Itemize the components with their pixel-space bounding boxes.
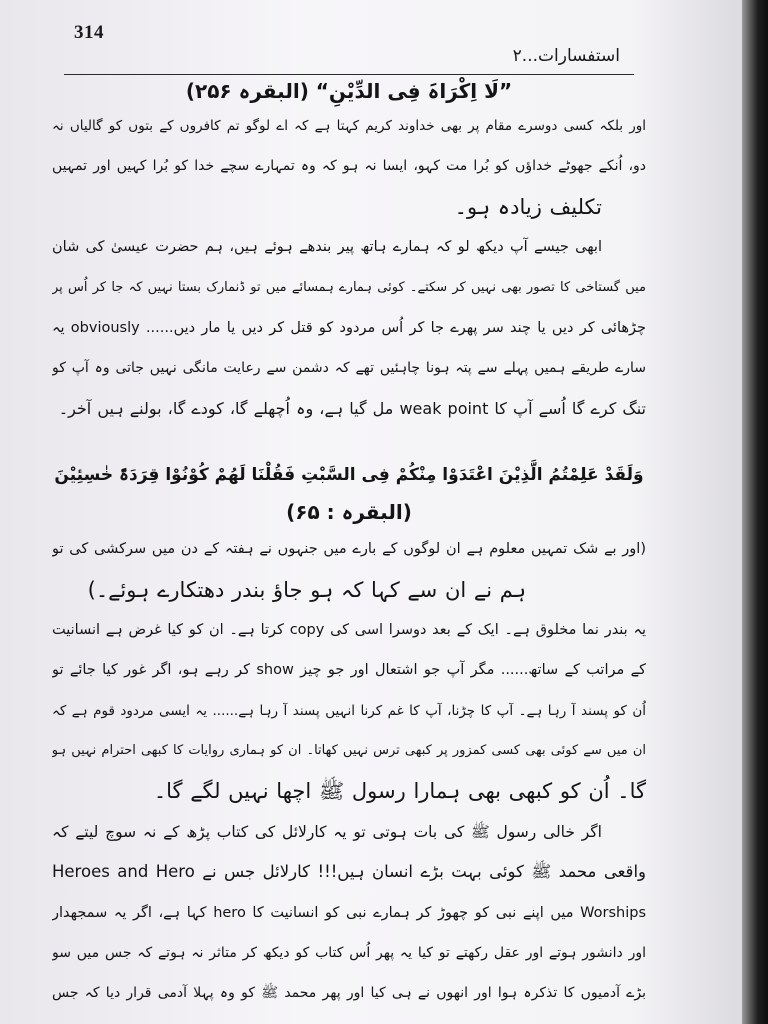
text-line: چڑھائی کر دیں یا چند سر پھرے جا کر اُس مردود کو قتل کر دیں یا مار دیں...... obviously یہ (52, 319, 646, 336)
page-number: 314 (74, 22, 104, 43)
text-line: دو، اُنکے جھوٹے خداؤں کو بُرا مت کہو، ایسا نہ ہو کہ وہ تمہارے سچے خدا کو بُرا کہیں اور تمہیں (52, 158, 646, 175)
text-line: ہم نے ان سے کہا کہ ہو جاؤ بندر دھتکارے ہوئے۔) (87, 577, 526, 602)
text-line: تکلیف زیادہ ہو۔ (454, 194, 602, 219)
verse-reference: (البقرہ : ۶۵) (286, 500, 412, 525)
text-line: ان میں سے کوئی بھی کسی کمزور پر کبھی ترس نہیں کھاتا۔ ان کو ہماری روایات کا کبھی احترام نہیں ہو (52, 743, 646, 759)
quran-verse: وَلَقَدْ عَلِمْتُمُ الَّذِیْنَ اعْتَدَوْا مِنْکُمْ فِی السَّبْتِ فَقُلْنَا لَھُمْ کُوْنُوْا قِرَدَۃً خٰسِئِیْنَ (54, 465, 644, 486)
text-line: Worships میں اپنے نبی کو چھوڑ کر ہمارے نبی کو انسانیت کا hero کہا ہے، اگر یہ سمجھدار (52, 904, 646, 921)
text-line: سارے طریقے ہمیں پہلے سے پتہ ہونا چاہئیں تھے کہ دشمن سے رعایت مانگی نہیں جاتی وہ آپ کو (52, 360, 646, 377)
paragraph-4 (52, 812, 646, 1014)
text-line: ابھی جیسے آپ دیکھ لو کہ ہمارے ہاتھ پیر بندھے ہوئے ہیں، ہم حضرت عیسیٰ کی شان (52, 239, 602, 256)
text-line: واقعی محمد ﷺ کوئی بہت بڑے انسان ہیں!!! کارلائل جس نے Heroes and Hero (52, 862, 646, 882)
paragraph-2 (52, 227, 646, 429)
verse-translation (52, 529, 646, 610)
running-head: استفسارات...۲ (512, 46, 620, 66)
section-heading: ”لَا اِکْرَاہَ فِی الدِّیْنِ“ (البقرہ ۲۵۶) (185, 79, 513, 103)
page-body (52, 76, 646, 1014)
header-rule (64, 74, 634, 75)
text-line: بڑے آدمیوں کا تذکرہ ہوا اور انھوں نے ہی کیا اور پھر محمد ﷺ کو وہ پہلا آدمی قرار دیا کہ جس (52, 985, 646, 1002)
book-binding-edge (742, 0, 768, 1024)
paragraph-1 (52, 106, 646, 227)
text-line: اُن کو پسند آ رہا ہے۔ آپ کا چڑنا، آپ کا غم کرنا انہیں پسند آ رہا ہے...... یہ ایسی مردود قوم ہے کہ (52, 702, 646, 719)
text-line: (اور بے شک تمہیں معلوم ہے ان لوگوں کے بارے میں جنہوں نے ہفتہ کے دن میں سرکشی کی تو (52, 541, 646, 558)
text-line: یہ بندر نما مخلوق ہے۔ ایک کے بعد دوسرا اسی کی copy کرتا ہے۔ ان کو کیا غرض ہے انسانیت (52, 621, 646, 638)
text-line: گا۔ اُن کو کبھی بھی ہمارا رسول ﷺ اچھا نہیں لگے گا۔ (153, 779, 646, 804)
text-line: اور دانشور ہوتے اور عقل رکھتے تو کیا یہ پھر اُس کتاب کو دیکھ کر متاثر نہ ہوتے کہ جس میں سو (52, 945, 646, 962)
spacer (52, 429, 646, 455)
paragraph-3 (52, 610, 646, 812)
text-line: اور بلکہ کسی دوسرے مقام پر بھی خداوند کریم کہتا ہے کہ اے لوگو تم کافروں کے بتوں کو گالیاں نہ (52, 118, 646, 134)
text-line: میں گستاخی کا تصور بھی نہیں کر سکتے۔ کوئی ہمارے ہمسائے میں تو ڈنمارک بستا نہیں کہ جا کر اُس پر (52, 279, 646, 295)
text-line: کے مراتب کے ساتھ...... مگر آپ جو اشتعال اور جو چیز show کر رہے ہو، اگر غور کیا جائے تو (52, 662, 646, 679)
text-line: تنگ کرے گا اُسے آپ کا weak point مل گیا ہے، وہ اُچھلے گا، کودے گا، بولنے ہیں آخر۔ (58, 398, 646, 418)
text-line: اگر خالی رسول ﷺ کی بات ہوتی تو یہ کارلائل کی کتاب پڑھ کے نہ سوچ لیتے کہ (52, 822, 602, 841)
